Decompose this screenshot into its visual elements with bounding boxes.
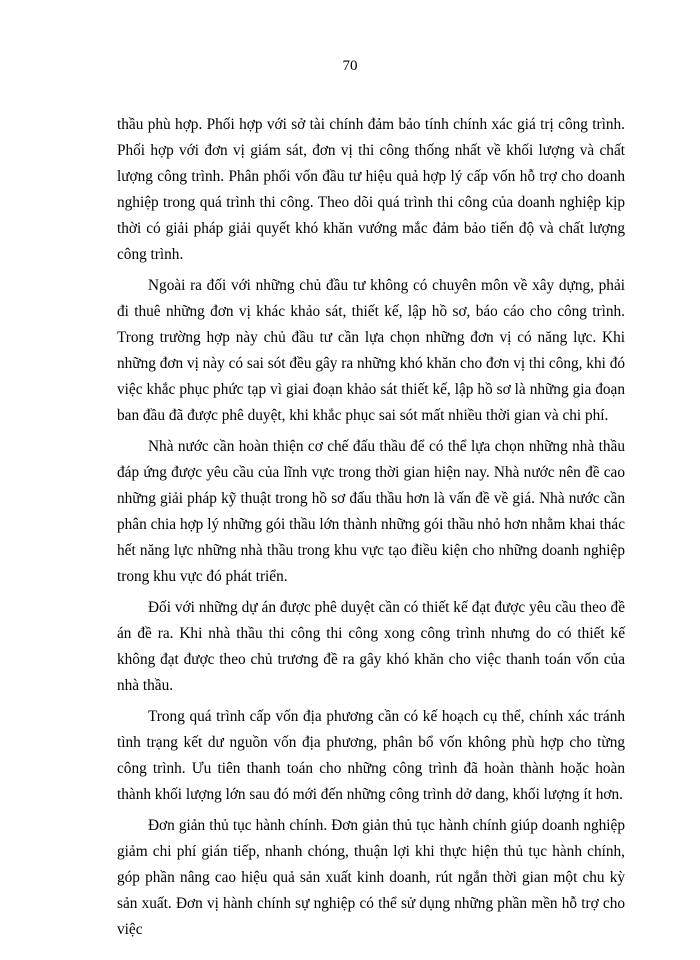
paragraph-6: Đơn giản thủ tục hành chính. Đơn giản thủ tục hành chính giúp doanh nghiệp giảm chi phí gián tiếp, nhanh chóng, thuận lợi khi thực hiện thủ tục hành chính, góp phần nâng cao hiệu quả sản xuất kinh doanh, rút ngắn thời gian một chu kỳ sản xuất. Đơn vị hành chính sự nghiệp có thể sử dụng những phần mền hỗ trợ cho việc [117,817,625,938]
paragraph-4: Đối với những dự án được phê duyệt cần có thiết kế đạt được yêu cầu theo đề án đề ra. Khi nhà thầu thi công thi công xong công trình nhưng do có thiết kế không đạt được theo chủ trương đề ra gây khó khăn cho việc thanh toán vốn của nhà thầu. [117,599,625,694]
page-number: 70 [342,58,358,74]
paragraph-3: Nhà nước cần hoàn thiện cơ chế đấu thầu để có thể lựa chọn những nhà thầu đáp ứng được yêu cầu của lĩnh vực trong thời gian hiện nay. Nhà nước nên đề cao những giải pháp kỹ thuật trong hồ sơ đấu thầu hơn là vấn đề về giá. Nhà nước cần phân chia hợp lý những gói thầu lớn thành những gói thầu nhỏ hơn nhằm khai thác hết năng lực những nhà thầu trong khu vực tạo điều kiện cho những doanh nghiệp trong khu vực đó phát triển. [117,438,625,585]
paragraph-5: Trong quá trình cấp vốn địa phương cần có kế hoạch cụ thể, chính xác tránh tình trạng kết dư nguồn vốn địa phương, phân bổ vốn không phù hợp cho từng công trình. Ưu tiên thanh toán cho những công trình đã hoàn thành hoặc hoàn thành khối lượng lớn sau đó mới đến những công trình dở dang, khối lượng ít hơn. [117,708,625,803]
paragraph-1: thầu phù hợp. Phối hợp với sở tài chính đảm bảo tính chính xác giá trị công trình. Phối hợp với đơn vị giám sát, đơn vị thi công thống nhất về khối lượng và chất lượng công trình. Phân phối vốn đầu tư hiệu quả hợp lý cấp vốn hỗ trợ cho doanh nghiệp trong quá trình thi công. Theo dõi quá trình thi công của doanh nghiệp kịp thời có giải pháp giải quyết khó khăn vướng mắc đảm bảo tiến độ và chất lượng công trình. [117,116,625,263]
document-body [117,112,625,948]
paragraph-2: Ngoài ra đối với những chủ đầu tư không có chuyên môn về xây dựng, phải đi thuê những đơn vị khác khảo sát, thiết kế, lập hồ sơ, báo cáo cho công trình. Trong trường hợp này chủ đầu tư cần lựa chọn những đơn vị có năng lực. Khi những đơn vị này có sai sót đều gây ra những khó khăn cho đơn vị thi công, khi đó việc khắc phục phức tạp vì giai đoạn khảo sát thiết kế, lập hồ sơ là những gia đoạn ban đầu đã được phê duyệt, khi khắc phục sai sót mất nhiều thời gian và chi phí. [117,277,625,424]
